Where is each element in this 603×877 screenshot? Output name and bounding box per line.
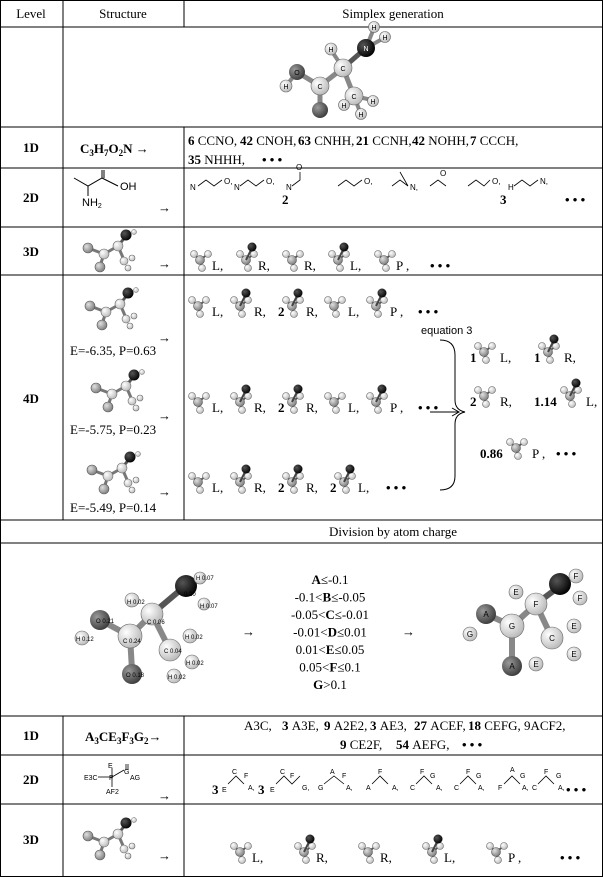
svg-text:O: O xyxy=(296,163,303,172)
chirality-tag: P , xyxy=(390,400,404,415)
ellipsis-2d: • • • xyxy=(565,192,586,207)
svg-text:O: O xyxy=(440,169,447,178)
structural-formula-2d xyxy=(74,170,118,196)
level-4d: 4D xyxy=(23,391,39,406)
weight: 1.14 xyxy=(534,394,557,409)
coef-2d-b: 3 xyxy=(500,192,507,207)
simplex-fragment-4d xyxy=(325,393,346,414)
simplex-fragment-3d xyxy=(231,843,252,864)
multiplicity: 2 xyxy=(278,480,285,495)
simplex-fragment-4d xyxy=(231,465,252,494)
simplex-entry: 27 ACEF, xyxy=(414,718,466,733)
simplex-fragment-4d xyxy=(189,393,210,414)
simplex-list-3d-b xyxy=(231,835,581,866)
svg-text:C 0.06: C 0.06 xyxy=(147,620,165,626)
simplex-entry: 35 NHHH, xyxy=(188,152,246,167)
svg-text:O,: O, xyxy=(224,177,233,186)
svg-text:E: E xyxy=(533,660,539,669)
chirality-tag: R, xyxy=(258,258,270,273)
svg-text:E: E xyxy=(571,622,577,631)
simplex-fragment-3d xyxy=(191,251,212,272)
simplex-fragment-4d xyxy=(283,385,304,414)
svg-text:F: F xyxy=(244,773,249,780)
charge-rule: 0.05<F≤0.1 xyxy=(299,659,361,675)
simplex-fragment-3d xyxy=(375,251,396,272)
svg-text:H: H xyxy=(371,25,377,32)
header-level: Level xyxy=(16,6,46,21)
simplex-fragment-3d xyxy=(283,251,304,272)
svg-text:F: F xyxy=(342,773,347,780)
header-structure: Structure xyxy=(99,6,147,21)
ellipsis: • • • xyxy=(418,400,439,415)
svg-text:H 0.12: H 0.12 xyxy=(76,637,94,643)
lettered-formula-labels xyxy=(84,763,140,796)
charge-rule: A≤-0.1 xyxy=(311,572,349,587)
weight: 1 xyxy=(534,350,541,365)
simplex-entry: 7 CCCH, xyxy=(470,133,519,148)
ellipsis: • • • xyxy=(430,258,451,273)
level-2d-b: 2D xyxy=(23,772,39,787)
simplex-fragment-3d xyxy=(487,843,508,864)
svg-text:0.20: 0.20 xyxy=(184,592,196,598)
chirality-tag: R, xyxy=(254,400,266,415)
simplex-fragment-4d xyxy=(283,289,304,318)
simplex-fragment-4d xyxy=(325,297,346,318)
chirality-tag: L, xyxy=(358,480,370,495)
svg-text:O 0.18: O 0.18 xyxy=(126,673,145,679)
ellipsis-1d-b: • • • xyxy=(462,737,483,752)
svg-text:O: O xyxy=(294,70,300,77)
charge-rules xyxy=(291,572,369,692)
multiplicity: 2 xyxy=(278,400,285,415)
arrow-3d: → xyxy=(158,256,171,271)
simplex-list-1d-b-line2 xyxy=(340,737,483,752)
level-1d-b: 1D xyxy=(23,728,39,743)
svg-text:C: C xyxy=(410,785,416,792)
coef-2d-b-1: 3 xyxy=(212,782,219,797)
svg-text:E3C: E3C xyxy=(84,775,98,782)
svg-text:C: C xyxy=(532,785,538,792)
level-3d: 3D xyxy=(23,244,39,259)
simplex-fragment-3d xyxy=(329,243,350,272)
section-divider: Division by atom charge xyxy=(329,524,457,539)
svg-text:A: A xyxy=(509,662,515,671)
svg-text:H 0.07: H 0.07 xyxy=(200,604,218,610)
weight: 2 xyxy=(470,394,477,409)
svg-text:A: A xyxy=(483,610,489,619)
svg-text:C: C xyxy=(454,785,460,792)
simplex-fragment-3d xyxy=(295,835,316,864)
simplex-fragment-4d xyxy=(283,465,304,494)
simplex-list-1d-line1 xyxy=(188,133,518,148)
chirality-tag: L, xyxy=(500,350,512,365)
chirality-tag: R, xyxy=(316,850,328,865)
chirality-tag: P , xyxy=(396,258,410,273)
ellipsis: • • • xyxy=(418,304,439,319)
oh-label: OH xyxy=(120,181,137,193)
chirality-tag: R, xyxy=(306,400,318,415)
energy-1: E=-6.35, P=0.63 xyxy=(70,343,157,358)
simplex-entry: 42 CNOH, xyxy=(240,133,297,148)
conformer-3 xyxy=(87,452,141,495)
svg-text:F: F xyxy=(290,773,295,780)
svg-text:C: C xyxy=(340,66,346,73)
svg-text:F: F xyxy=(573,572,579,581)
chirality-tag: P , xyxy=(532,446,546,461)
simplex-entry: 21 CCNH, xyxy=(356,133,412,148)
chirality-tag: L, xyxy=(444,850,456,865)
chirality-tag: R, xyxy=(254,480,266,495)
arrow-charge-1: → xyxy=(242,624,255,639)
svg-text:N,: N, xyxy=(410,183,418,192)
svg-text:H: H xyxy=(283,84,289,91)
simplex-list-3d xyxy=(191,243,451,274)
svg-text:G: G xyxy=(476,773,482,780)
simplex-entry: 54 AEFG, xyxy=(396,737,450,752)
svg-text:E: E xyxy=(270,787,275,794)
arrow-4d-2: → xyxy=(158,408,171,423)
simplex-list-1d-line2 xyxy=(188,152,283,167)
simplex-fragment-weighted xyxy=(475,387,496,408)
multiplicity: 2 xyxy=(330,480,337,495)
simplex-fragment-weighted xyxy=(539,335,560,364)
level-3d-b: 3D xyxy=(23,832,39,847)
simplex-fragment-weighted xyxy=(507,439,528,460)
simplex-entry: A3C, xyxy=(244,718,272,733)
charge-rule: G>0.1 xyxy=(313,677,347,692)
svg-text:F: F xyxy=(577,594,583,603)
coef-2d-b-2: 3 xyxy=(258,782,265,797)
arrow-2d: → xyxy=(158,200,171,215)
svg-text:N: N xyxy=(286,183,292,192)
svg-text:G: G xyxy=(124,769,130,776)
chirality-tag: L, xyxy=(212,304,224,319)
energy-3: E=-5.49, P=0.14 xyxy=(70,500,157,515)
svg-text:F: F xyxy=(466,769,471,776)
svg-text:O 0.21: O 0.21 xyxy=(96,619,115,625)
simplex-fragment-4d xyxy=(335,465,356,494)
svg-text:G: G xyxy=(318,785,324,792)
svg-text:C: C xyxy=(549,634,555,643)
simplex-fragment-weighted xyxy=(475,343,496,364)
svg-text:F: F xyxy=(544,769,549,776)
svg-text:C: C xyxy=(232,769,238,776)
svg-text:C: C xyxy=(351,94,357,101)
ellipsis: • • • xyxy=(386,480,407,495)
svg-text:C 0.04: C 0.04 xyxy=(164,649,182,655)
ellipsis-2d-b: • • • xyxy=(566,782,587,797)
svg-text:A,: A, xyxy=(392,785,399,792)
level-2d: 2D xyxy=(23,190,39,205)
svg-text:C: C xyxy=(280,769,286,776)
simplex-fragment-weighted xyxy=(561,379,582,408)
nh2-label: NH2 xyxy=(82,197,102,210)
chirality-tag: L, xyxy=(252,850,264,865)
chirality-tag: R, xyxy=(254,304,266,319)
svg-text:H 0.02: H 0.02 xyxy=(127,600,145,606)
simplex-entry: 42 NOHH, xyxy=(412,133,470,148)
fragment-labels-2d xyxy=(190,163,548,192)
simplex-fragment-3d xyxy=(423,835,444,864)
svg-text:H: H xyxy=(341,103,347,110)
svg-text:A: A xyxy=(366,785,371,792)
svg-text:G: G xyxy=(508,622,516,631)
svg-text:E: E xyxy=(571,650,577,659)
energy-2: E=-5.75, P=0.23 xyxy=(70,422,157,437)
weighted-result xyxy=(470,335,597,462)
svg-text:H 0.02: H 0.02 xyxy=(185,635,203,641)
simplex-entry: 3 AE3, xyxy=(370,718,407,733)
svg-text:G: G xyxy=(520,773,526,780)
simplex-list-4d-c xyxy=(189,465,407,496)
svg-text:A,: A, xyxy=(478,785,485,792)
chirality-tag: P , xyxy=(508,850,522,865)
simplex-fragment-4d xyxy=(367,385,388,414)
simplex-entry: 63 CNHH, xyxy=(298,133,355,148)
simplex-entry: 9 A2E2, xyxy=(324,718,368,733)
multiplicity: 2 xyxy=(278,304,285,319)
simplex-list-4d-a xyxy=(189,289,439,320)
chirality-tag: R, xyxy=(304,258,316,273)
simplex-fragment-4d xyxy=(367,289,388,318)
svg-text:F: F xyxy=(533,600,539,609)
svg-text:N: N xyxy=(363,46,369,53)
svg-text:AG: AG xyxy=(130,775,141,782)
svg-text:G: G xyxy=(430,773,436,780)
level-1d: 1D xyxy=(23,140,39,155)
svg-text:F: F xyxy=(109,775,114,782)
svg-text:A,: A, xyxy=(346,785,353,792)
lettered-molecule-thumb xyxy=(83,818,137,861)
charge-molecule xyxy=(75,572,210,684)
svg-text:O,: O, xyxy=(266,177,275,186)
simplex-fragment-3d xyxy=(359,843,380,864)
conformer-1 xyxy=(85,288,139,331)
svg-text:G: G xyxy=(556,773,562,780)
chirality-tag: L, xyxy=(212,480,224,495)
svg-text:E: E xyxy=(108,763,113,770)
simplex-entry: 18 CEFG, xyxy=(468,718,521,733)
chirality-tag: L, xyxy=(586,394,598,409)
simplex-list-4d-b xyxy=(189,385,439,416)
svg-text:A,: A, xyxy=(558,785,565,792)
simplex-fragment-4d xyxy=(231,385,252,414)
charge-rule: -0.01<D≤0.01 xyxy=(293,624,367,640)
chirality-tag: L, xyxy=(212,400,224,415)
simplex-fragment-4d xyxy=(231,289,252,318)
chirality-tag: L, xyxy=(348,304,360,319)
chirality-tag: R, xyxy=(564,350,576,365)
formula-c3h7o2n: $C_3H_7O_2N$ → xyxy=(80,141,149,158)
ellipsis: • • • xyxy=(556,446,577,461)
svg-text:A: A xyxy=(510,767,515,774)
equation-label: equation 3 xyxy=(421,325,473,337)
brace-arrow xyxy=(430,340,465,490)
svg-text:O,: O, xyxy=(492,177,501,186)
alanine-molecule-3d xyxy=(280,22,391,120)
svg-text:G: G xyxy=(466,630,474,639)
svg-text:C 0.24: C 0.24 xyxy=(123,639,141,645)
svg-text:H: H xyxy=(508,183,514,192)
svg-text:H: H xyxy=(370,99,376,106)
charge-rule: 0.01<E≤0.05 xyxy=(295,642,365,657)
simplex-list-1d-b-line1 xyxy=(244,718,566,733)
simplex-entry: 9 CE2F, xyxy=(340,737,383,752)
conformer-2 xyxy=(91,370,145,413)
svg-text:A,: A, xyxy=(522,785,529,792)
arrow-charge-2: → xyxy=(402,624,415,639)
weight: 0.86 xyxy=(480,446,503,461)
coef-2d-a: 2 xyxy=(282,192,289,207)
svg-text:F: F xyxy=(420,769,425,776)
svg-text:F: F xyxy=(378,769,383,776)
chirality-tag: L, xyxy=(350,258,362,273)
chirality-tag: R, xyxy=(306,304,318,319)
svg-text:H 0.07: H 0.07 xyxy=(196,576,214,582)
svg-text:O,: O, xyxy=(364,177,373,186)
simplex-entry: 9ACF2, xyxy=(524,718,566,733)
chirality-tag: P , xyxy=(390,304,404,319)
svg-text:H: H xyxy=(328,47,334,54)
chirality-tag: L, xyxy=(212,258,224,273)
svg-text:F: F xyxy=(498,785,503,792)
arrow-2d-b: → xyxy=(158,788,171,803)
fragments-2d-b xyxy=(228,776,554,784)
svg-text:H: H xyxy=(382,35,388,42)
weight: 1 xyxy=(470,350,477,365)
svg-text:A: A xyxy=(330,769,335,776)
arrow-4d-3: → xyxy=(158,484,171,499)
svg-text:N,: N, xyxy=(540,177,548,186)
svg-text:H: H xyxy=(358,112,364,119)
charge-rule: -0.1<B≤-0.05 xyxy=(294,589,366,605)
svg-text:AF2: AF2 xyxy=(106,789,119,796)
simplex-fragment-4d xyxy=(189,297,210,318)
molecule-3d-thumb xyxy=(83,230,137,273)
fragment-labels-2d-b xyxy=(222,767,565,794)
svg-text:A,: A, xyxy=(248,785,255,792)
chirality-tag: R, xyxy=(500,394,512,409)
svg-text:N: N xyxy=(234,183,240,192)
arrow-3d-b: → xyxy=(158,848,171,863)
chirality-tag: R, xyxy=(306,480,318,495)
chirality-tag: L, xyxy=(348,400,360,415)
charge-rule: -0.05<C≤-0.01 xyxy=(290,607,370,622)
arrow-4d-1: → xyxy=(158,330,171,345)
svg-text:N: N xyxy=(190,183,196,192)
simplex-entry: 6 CCNO, xyxy=(188,133,238,148)
simplex-fragment-3d xyxy=(237,243,258,272)
svg-text:C: C xyxy=(317,84,323,91)
lettered-molecule xyxy=(463,569,587,676)
ellipsis: • • • xyxy=(560,850,581,865)
svg-text:G,: G, xyxy=(302,785,310,792)
ellipsis-1d: • • • xyxy=(262,152,283,167)
svg-text:H 0.02: H 0.02 xyxy=(186,661,204,667)
simplex-fragment-4d xyxy=(189,473,210,494)
simplex-entry: 3 A3E, xyxy=(282,718,319,733)
svg-text:A,: A, xyxy=(436,785,443,792)
svg-text:E: E xyxy=(222,787,227,794)
header-simplex: Simplex generation xyxy=(342,6,444,21)
formula-a3ce3f3g2: $A_3CE_3F_3G_2\to$ xyxy=(85,729,162,746)
svg-text:E: E xyxy=(513,588,519,597)
svg-text:H 0.02: H 0.02 xyxy=(168,675,186,681)
chirality-tag: R, xyxy=(380,850,392,865)
